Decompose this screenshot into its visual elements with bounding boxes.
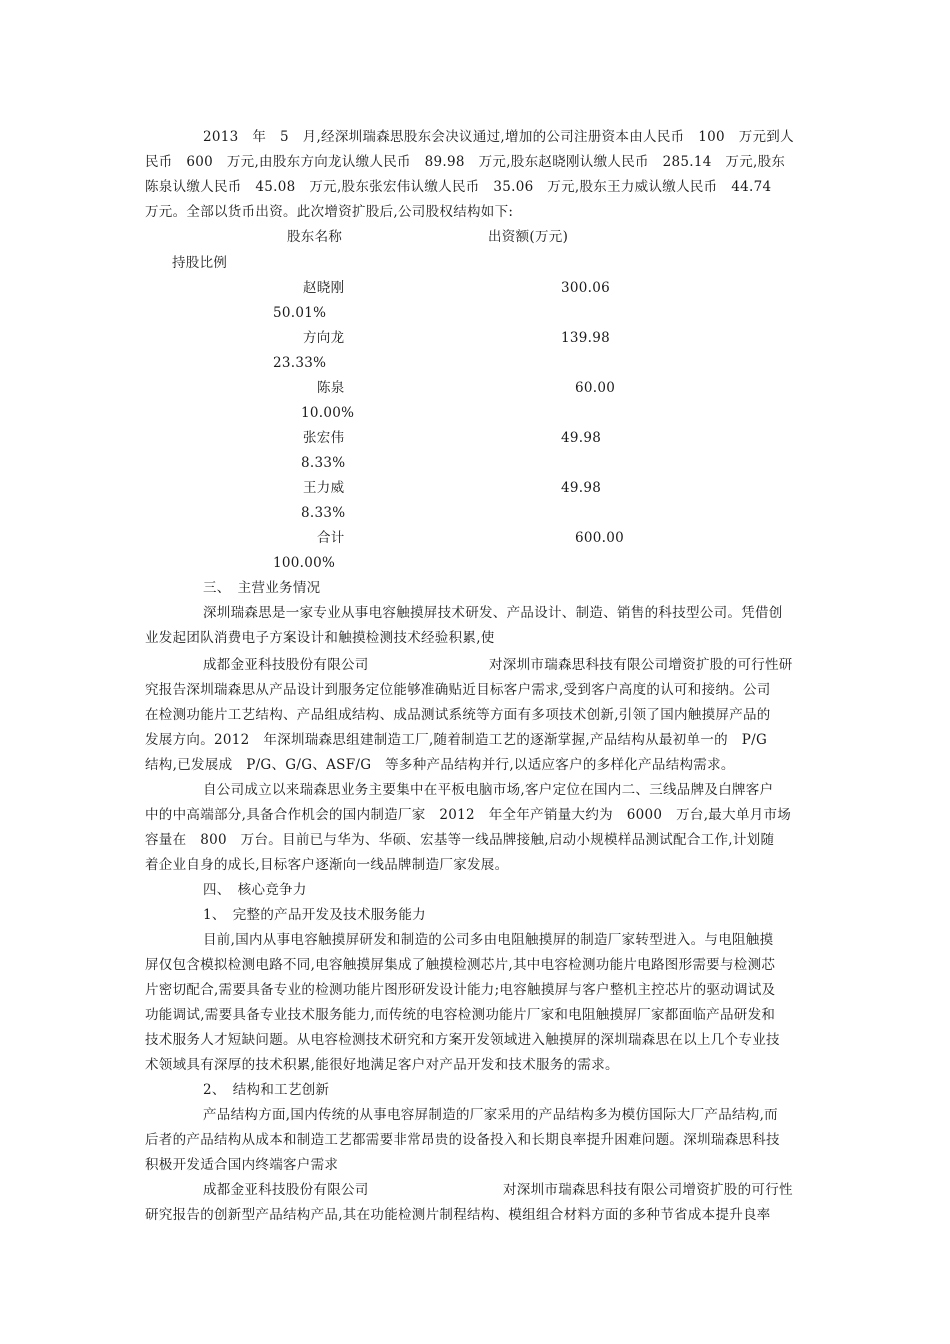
paragraph-line: 究报告深圳瑞森思从产品设计到服务定位能够准确贴近目标客户需求,受到客户高度的认可和接纳。公司 (145, 682, 771, 698)
paragraph-line: 产品结构方面,国内传统的从事电容屏制造的厂家采用的产品结构多为模仿国际大厂产品结构,而 (203, 1107, 778, 1123)
table-cell-amount: 300.06 (561, 280, 611, 296)
section-heading: 三、 主营业务情况 (203, 580, 321, 596)
table-cell-amount: 60.00 (575, 380, 616, 396)
paragraph-line: 万元。全部以货币出资。此次增资扩股后,公司股权结构如下: (145, 204, 514, 220)
paragraph-line: 目前,国内从事电容触摸屏研发和制造的公司多由电阻触摸屏的制造厂家转型进入。与电阻触摸 (203, 932, 774, 948)
table-cell-ratio: 23.33% (273, 355, 327, 371)
running-header-title: 对深圳市瑞森思科技有限公司增资扩股的可行性研 (489, 657, 793, 673)
table-cell-name: 合计 (317, 530, 345, 546)
paragraph-line: 在检测功能片工艺结构、产品组成结构、成品测试系统等方面有多项技术创新,引领了国内触摸屏产品的 (145, 707, 771, 723)
table-cell-ratio: 8.33% (301, 505, 346, 521)
paragraph-line: 中的中高端部分,具备合作机会的国内制造厂家 2012 年全年产销量大约为 6000 万台,最大单月市场 (145, 807, 792, 823)
paragraph-line: 民币 600 万元,由股东方向龙认缴人民币 89.98 万元,股东赵晓刚认缴人民币 285.14 万元,股东 (145, 154, 786, 170)
table-cell-ratio: 8.33% (301, 455, 346, 471)
table-cell-ratio: 10.00% (301, 405, 355, 421)
table-cell-ratio: 50.01% (273, 305, 327, 321)
paragraph-line: 积极开发适合国内终端客户需求 (145, 1157, 339, 1173)
table-cell-name: 赵晓刚 (303, 280, 345, 296)
paragraph-line: 容量在 800 万台。目前已与华为、华硕、宏基等一线品牌接触,启动小规模样品测试配合工作,计划随 (145, 832, 775, 848)
paragraph-line: 深圳瑞森思是一家专业从事电容触摸屏技术研发、产品设计、制造、销售的科技型公司。凭借创 (203, 605, 783, 621)
table-cell-name: 王力威 (303, 480, 345, 496)
table-cell-amount: 49.98 (561, 480, 602, 496)
paragraph-line: 陈泉认缴人民币 45.08 万元,股东张宏伟认缴人民币 35.06 万元,股东王力威认缴人民币 44.74 (145, 179, 772, 195)
table-cell-amount: 139.98 (561, 330, 611, 346)
paragraph-line: 研究报告的创新型产品结构产品,其在功能检测片制程结构、模组组合材料方面的多种节省成本提升良率 (145, 1207, 771, 1223)
table-cell-name: 陈泉 (317, 380, 345, 396)
subsection-heading: 1、 完整的产品开发及技术服务能力 (203, 907, 426, 923)
paragraph-line: 屏仅包含模拟检测电路不同,电容触摸屏集成了触摸检测芯片,其中电容检测功能片电路图形需要与检测芯 (145, 957, 776, 973)
paragraph-line: 结构,已发展成 P/G、G/G、ASF/G 等多种产品结构并行,以适应客户的多样化产品结构需求。 (145, 757, 735, 773)
paragraph-line: 2013 年 5 月,经深圳瑞森思股东会决议通过,增加的公司注册资本由人民币 100 万元到人 (203, 129, 794, 145)
table-header-amount: 出资额(万元) (488, 229, 569, 245)
paragraph-line: 业发起团队消费电子方案设计和触摸检测技术经验积累,使 (145, 630, 495, 646)
paragraph-line: 术领域具有深厚的技术积累,能很好地满足客户对产品开发和技术服务的需求。 (145, 1057, 619, 1073)
table-cell-ratio: 100.00% (273, 555, 336, 571)
table-header-name: 股东名称 (287, 229, 343, 245)
table-cell-name: 方向龙 (303, 330, 345, 346)
section-heading: 四、 核心竞争力 (203, 882, 307, 898)
table-cell-amount: 600.00 (575, 530, 625, 546)
running-header-company: 成都金亚科技股份有限公司 (203, 1182, 369, 1198)
table-cell-name: 张宏伟 (303, 430, 345, 446)
paragraph-line: 片密切配合,需要具备专业的检测功能片图形研发设计能力;电容触摸屏与客户整机主控芯片的驱动调试及 (145, 982, 776, 998)
paragraph-line: 着企业自身的成长,目标客户逐渐向一线品牌制造厂家发展。 (145, 857, 509, 873)
paragraph-line: 后者的产品结构从成本和制造工艺都需要非常昂贵的设备投入和长期良率提升困难问题。深圳瑞森思科技 (145, 1132, 780, 1148)
table-header-ratio: 持股比例 (172, 255, 228, 271)
paragraph-line: 自公司成立以来瑞森思业务主要集中在平板电脑市场,客户定位在国内二、三线品牌及白牌客户 (203, 782, 774, 798)
table-cell-amount: 49.98 (561, 430, 602, 446)
paragraph-line: 技术服务人才短缺问题。从电容检测技术研究和方案开发领域进入触摸屏的深圳瑞森思在以上几个专业技 (145, 1032, 780, 1048)
paragraph-line: 功能调试,需要具备专业技术服务能力,而传统的电容检测功能片厂家和电阻触摸屏厂家都面临产品研发和 (145, 1007, 776, 1023)
subsection-heading: 2、 结构和工艺创新 (203, 1082, 330, 1098)
paragraph-line: 发展方向。2012 年深圳瑞森思组建制造工厂,随着制造工艺的逐渐掌握,产品结构从最初单一的 P/G (145, 732, 768, 748)
running-header-title: 对深圳市瑞森思科技有限公司增资扩股的可行性 (503, 1182, 793, 1198)
running-header-company: 成都金亚科技股份有限公司 (203, 657, 369, 673)
